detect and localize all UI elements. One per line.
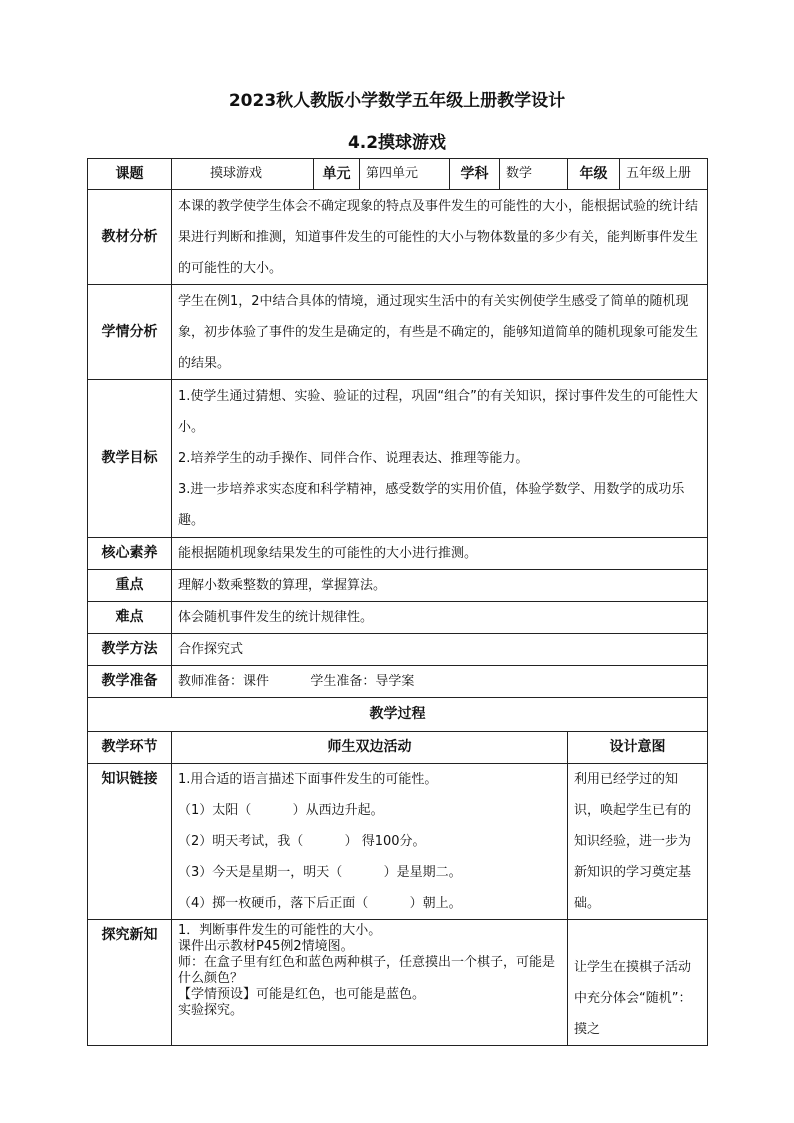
explore-intent: 让学生在摸棋子活动中充分体会“随机”：摸之 [574, 960, 692, 1037]
key-label: 重点 [88, 570, 172, 602]
goals-cell [172, 380, 708, 538]
grade-label: 年级 [568, 159, 620, 190]
explore-line: 1．判断事件发生的可能性的大小。 [178, 923, 382, 938]
info-row [88, 159, 708, 190]
grade-value: 五年级上册 [620, 159, 708, 190]
goals-label: 教学目标 [88, 380, 172, 538]
document-title: 2023秋人教版小学数学五年级上册教学设计 [228, 91, 566, 111]
analysis-label: 教材分析 [88, 190, 172, 285]
process-heading-row [88, 698, 708, 732]
explore-label: 探究新知 [88, 920, 172, 1046]
analysis-cell [172, 190, 708, 285]
learner-text: 学生在例1，2中结合具体的情境，通过现实生活中的有关实例使学生感受了简单的随机现象，初步体验了事件的发生是确定的，有些是不确定的，能够知道简单的随机现象可能发生的结果。 [178, 293, 699, 371]
goals-row [88, 380, 708, 538]
prep-text: 教师准备：课件 学生准备：导学案 [172, 666, 708, 698]
link-intent: 利用已经学过的知识，唤起学生已有的知识经验，进一步为新知识的学习奠定基础。 [574, 772, 692, 911]
link-row [88, 764, 708, 920]
link-line: （2）明天考试，我（ ） 得100分。 [178, 834, 426, 849]
explore-intent-cell [568, 920, 708, 1046]
unit-label: 单元 [314, 159, 360, 190]
core-text: 能根据随机现象结果发生的可能性的大小进行推测。 [172, 538, 708, 570]
difficulty-text: 体会随机事件发生的统计规律性。 [172, 602, 708, 634]
learner-label: 学情分析 [88, 285, 172, 380]
prep-label: 教学准备 [88, 666, 172, 698]
difficulty-row [88, 602, 708, 634]
explore-line: 实验探究。 [178, 1003, 244, 1018]
subject-label: 学科 [450, 159, 500, 190]
link-line: 1.用合适的语言描述下面事件发生的可能性。 [178, 772, 438, 787]
link-line: （4）掷一枚硬币，落下后正面（ ）朝上。 [178, 896, 462, 911]
lesson-title: 4.2摸球游戏 [347, 133, 447, 153]
explore-line: 课件出示教材P45例2情境图。 [178, 939, 354, 954]
topic-value: 摸球游戏 [172, 159, 314, 190]
unit-value: 第四单元 [360, 159, 450, 190]
explore-row [88, 920, 708, 1046]
core-label: 核心素养 [88, 538, 172, 570]
method-text: 合作探究式 [172, 634, 708, 666]
prep-row [88, 666, 708, 698]
col-stage-header: 教学环节 [88, 732, 172, 764]
analysis-text: 本课的教学使学生体会不确定现象的特点及事件发生的可能性的大小，能根据试验的统计结果进行判断和推测，知道事件发生的可能性的大小与物体数量的多少有关，能判断事件发生的可能性的大小。 [178, 198, 699, 276]
col-activity-header: 师生双边活动 [172, 732, 568, 764]
link-intent-cell [568, 764, 708, 920]
link-line: （3）今天是星期一，明天（ ）是星期二。 [178, 865, 462, 880]
goal-item: 2.培养学生的动手操作、同伴合作、说理表达、推理等能力。 [178, 451, 529, 466]
goal-item: 1.使学生通过猜想、实验、验证的过程，巩固“组合”的有关知识，探讨事件发生的可能性大小。 [178, 389, 698, 435]
explore-line: 【学情预设】可能是红色，也可能是蓝色。 [178, 987, 426, 1002]
analysis-row [88, 190, 708, 285]
core-row [88, 538, 708, 570]
col-intent-header: 设计意图 [568, 732, 708, 764]
process-heading: 教学过程 [88, 698, 708, 732]
learner-cell [172, 285, 708, 380]
method-label: 教学方法 [88, 634, 172, 666]
link-activity [172, 764, 568, 920]
key-row [88, 570, 708, 602]
key-text: 理解小数乘整数的算理，掌握算法。 [172, 570, 708, 602]
difficulty-label: 难点 [88, 602, 172, 634]
explore-line: 师：在盒子里有红色和蓝色两种棋子，任意摸出一个棋子，可能是什么颜色？ [178, 955, 556, 986]
link-label: 知识链接 [88, 764, 172, 920]
subject-value: 数学 [500, 159, 568, 190]
explore-activity [172, 920, 568, 1046]
lesson-plan-table [87, 158, 708, 1046]
learner-row [88, 285, 708, 380]
method-row [88, 634, 708, 666]
process-header-row [88, 732, 708, 764]
link-line: （1）太阳（ ）从西边升起。 [178, 803, 384, 818]
goal-item: 3.进一步培养求实态度和科学精神，感受数学的实用价值，体验学数学、用数学的成功乐趣。 [178, 482, 685, 528]
topic-label: 课题 [88, 159, 172, 190]
